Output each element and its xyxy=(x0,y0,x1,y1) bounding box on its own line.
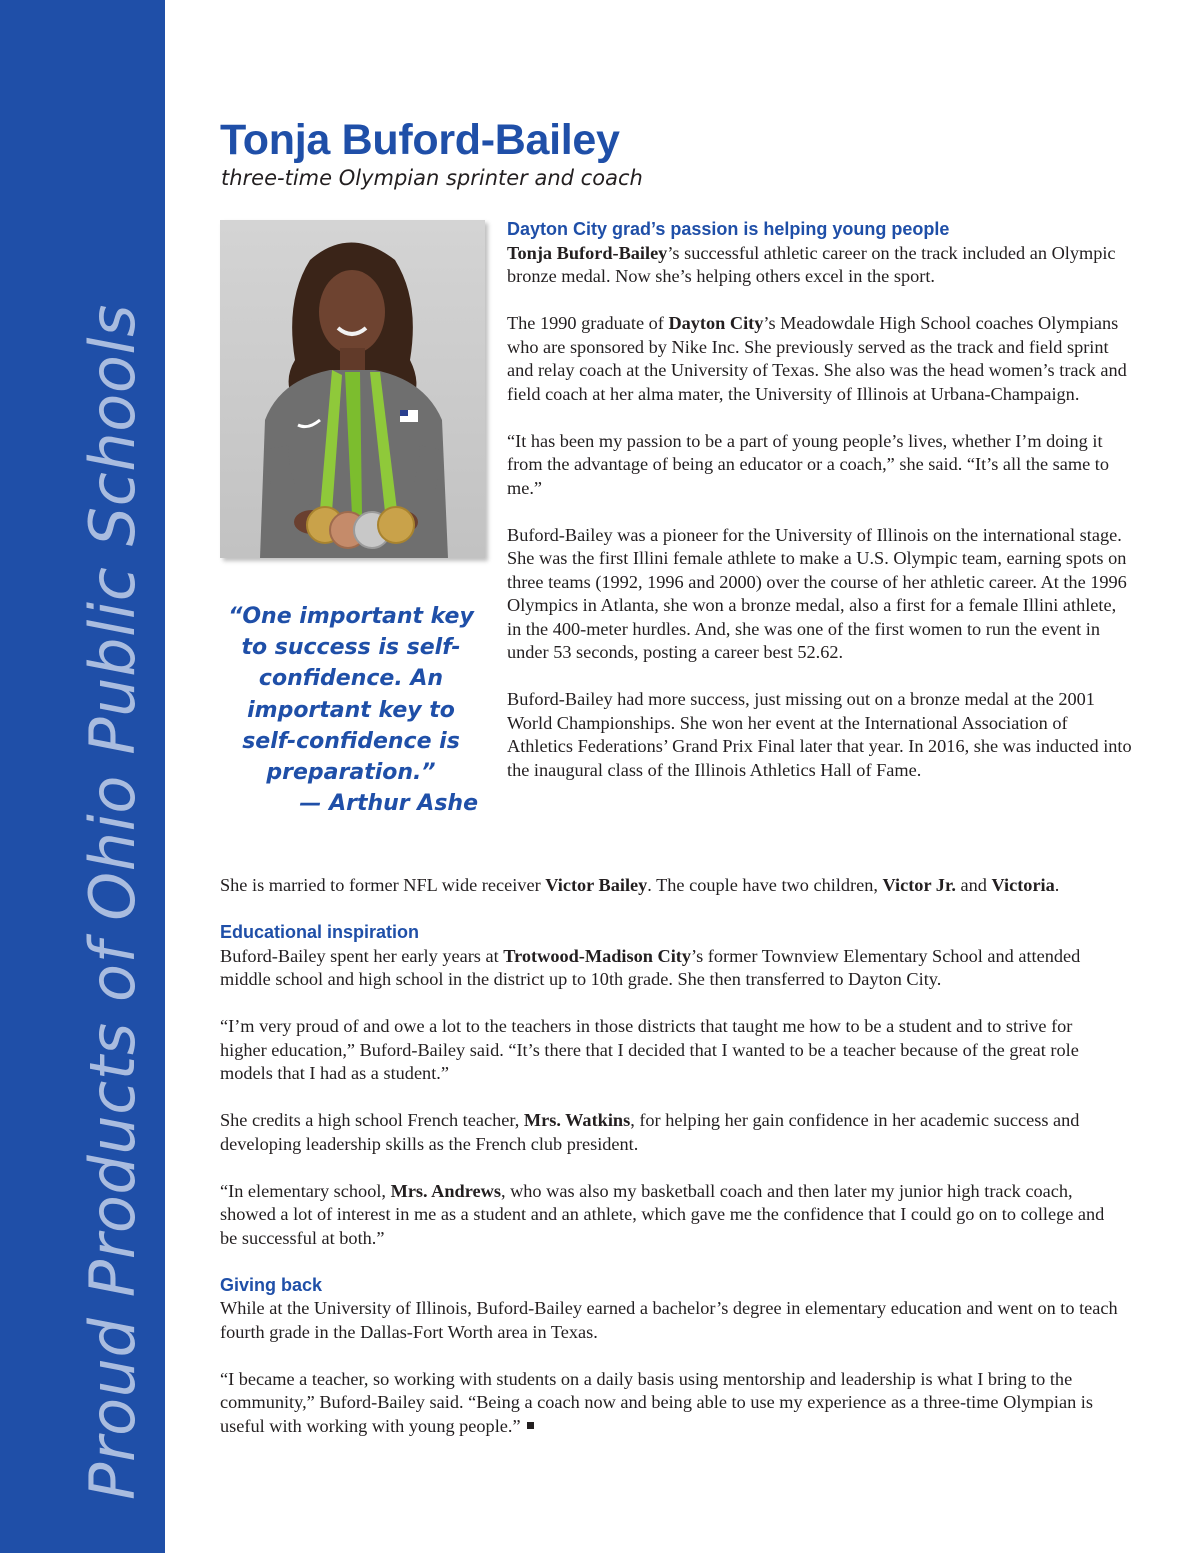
paragraph xyxy=(220,874,1120,898)
bold-name: Mrs. Andrews xyxy=(390,1180,501,1201)
paragraph: Buford-Bailey had more success, just missing out on a bronze medal at the 2001 World Championships. She won her event at the International Association of Athletics Federations’ Grand Prix Final later that year. In 2016, she was inducted into the inaugural class of the Illinois Athletics Hall of Fame. xyxy=(507,689,1132,780)
full-width-body xyxy=(220,874,1120,1438)
paragraph xyxy=(220,1180,1120,1251)
pull-quote-text: “One important key to success is self-confidence. An important key to self-confidence is preparation.” xyxy=(228,604,474,786)
bold-name: Victoria xyxy=(991,875,1055,895)
sidebar-band xyxy=(0,0,165,1553)
bold-name: Victor Jr. xyxy=(882,875,956,895)
pull-quote xyxy=(222,601,480,819)
paragraph-text: She is married to former NFL wide receiver xyxy=(220,875,546,895)
main-column xyxy=(507,218,1132,782)
paragraph-text: . xyxy=(1054,875,1060,895)
sidebar-title: Proud Products of Ohio Public Schools xyxy=(76,303,149,1500)
bold-name: Tonja Buford-Bailey xyxy=(507,242,668,263)
paragraph-text: The 1990 graduate of xyxy=(507,313,669,333)
end-mark-icon xyxy=(527,1422,534,1429)
paragraph xyxy=(220,1109,1120,1156)
paragraph-text: She credits a high school French teacher, xyxy=(220,1110,524,1130)
paragraph: “I’m very proud of and owe a lot to the teachers in those districts that taught me how to be a student and to strive for higher education,” Buford-Bailey said. “It’s there that I decided that I wanted to be a teacher because of the great role models that I had as a student.” xyxy=(220,1016,1079,1083)
bold-name: Victor Bailey xyxy=(545,875,648,895)
section-heading-education: Educational inspiration xyxy=(220,922,420,942)
paragraph: While at the University of Illinois, Buford-Bailey earned a bachelor’s degree in elementary education and went on to teach fourth grade in the Dallas-Fort Worth area in Texas. xyxy=(220,1298,1118,1342)
pull-quote-author: — Arthur Ashe xyxy=(299,791,478,817)
bold-name: Dayton City xyxy=(668,313,764,333)
paragraph xyxy=(220,945,1120,992)
paragraph: Buford-Bailey was a pioneer for the University of Illinois on the international stage. She was the first Illini female athlete to make a U.S. Olympic team, earning spots on three teams (1992, 1996 and 2000) over the course of her athletic career. At the 1996 Olympics in Atlanta, she won a bronze medal, also a first for a female Illini athlete, in the 400-meter hurdles. And, she was one of the first women to run the event in under 53 seconds, posting a career best 52.62. xyxy=(507,524,1127,662)
paragraph-text: “In elementary school, xyxy=(220,1180,391,1201)
paragraph-text: , who was also my basketball coach and then later my junior high track coach, showed a lot of interest in me as a student and an athlete, which gave me the confidence that I could go on to college and be successful at both.” xyxy=(220,1180,1105,1248)
page-subtitle: three-time Olympian sprinter and coach xyxy=(221,166,643,190)
bold-name: Trotwood-Madison City xyxy=(503,945,691,966)
paragraph xyxy=(220,1368,1120,1439)
portrait-photo xyxy=(220,220,485,558)
paragraph-text: “I became a teacher, so working with students on a daily basis using mentorship and leadership is what I bring to the community,” Buford-Bailey said. “Being a coach now and being able to use my experience as a three-time Olympian is useful with working with young people.” xyxy=(220,1368,1093,1436)
bold-name: Mrs. Watkins xyxy=(523,1110,631,1130)
paragraph-text: Buford-Bailey spent her early years at xyxy=(220,945,504,966)
paragraph-text: ’s Meadowdale High School coaches Olympians who are sponsored by Nike Inc. She previously served as the track and field sprint and relay coach at the University of Texas. She also was the head women’s track and field coach at her alma mater, the University of Illinois at Urbana-Champaign. xyxy=(507,313,1127,404)
section-heading-giving-back: Giving back xyxy=(220,1274,323,1295)
portrait-illustration xyxy=(220,220,485,558)
paragraph: “It has been my passion to be a part of young people’s lives, whether I’m doing it from the advantage of being an educator or a coach,” she said. “It’s all the same to me.” xyxy=(507,430,1110,498)
paragraph-text: , for helping her gain confidence in her academic success and developing leadership skills as the French club president. xyxy=(220,1110,1080,1154)
section-heading-passion: Dayton City grad’s passion is helping young people xyxy=(507,219,950,239)
paragraph-text: . The couple have two children, xyxy=(647,875,883,895)
page-title: Tonja Buford-Bailey xyxy=(220,116,620,164)
paragraph xyxy=(507,312,1132,406)
paragraph xyxy=(507,242,1132,289)
paragraph-text: ’s successful athletic career on the track included an Olympic bronze medal. Now she’s helping others excel in the sport. xyxy=(507,242,1116,286)
paragraph-text: ’s former Townview Elementary School and attended middle school and high school in the district up to 10th grade. She then transferred to Dayton City. xyxy=(220,945,1081,989)
paragraph-text: and xyxy=(955,875,992,895)
